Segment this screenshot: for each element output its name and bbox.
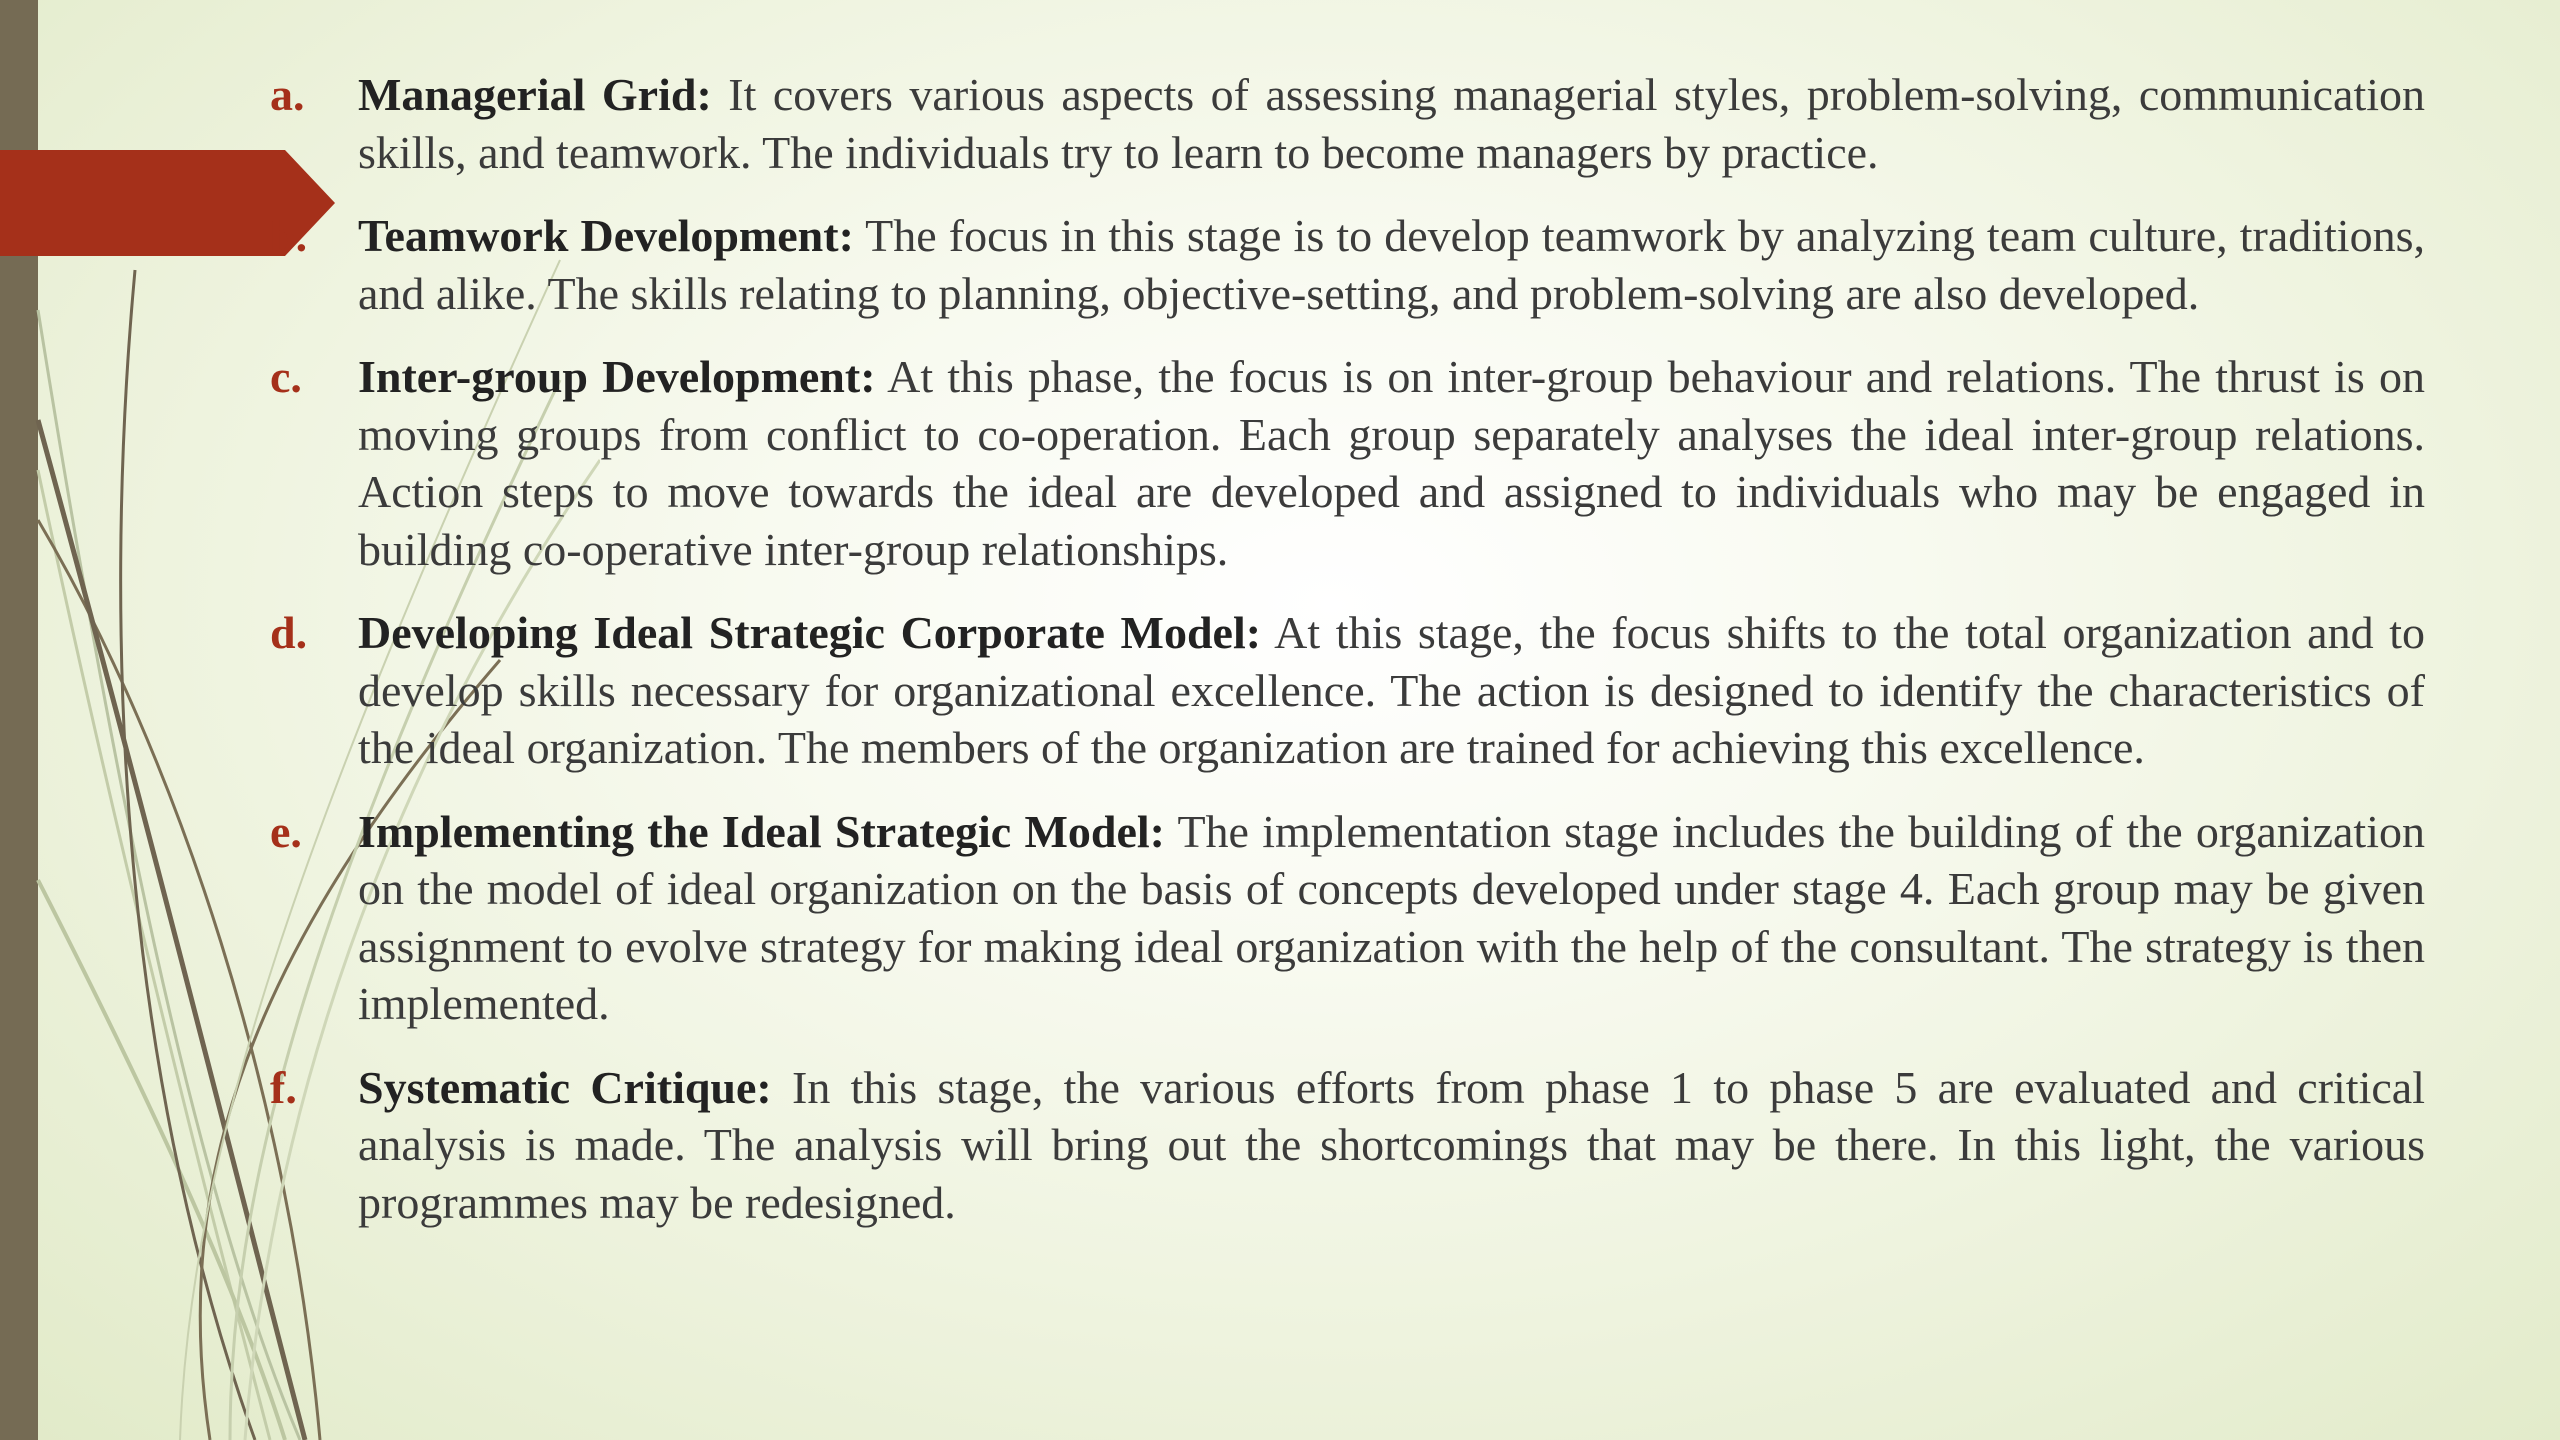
list-marker: a. bbox=[270, 69, 305, 120]
item-description: The focus in this stage is to develop teamwork by analyzing team culture, traditions, and alike. The skills relating to planning, objective-setting, and problem-solving are also developed. bbox=[358, 210, 2425, 319]
item-term: Managerial Grid: bbox=[358, 69, 712, 120]
list-item bbox=[270, 207, 2425, 322]
list-item bbox=[270, 604, 2425, 777]
list-item bbox=[270, 803, 2425, 1033]
item-term: Inter-group Development: bbox=[358, 351, 876, 402]
list-item-text bbox=[358, 207, 2425, 322]
list-item-text bbox=[358, 1059, 2425, 1232]
item-term: Teamwork Development: bbox=[358, 210, 854, 261]
list-item-text bbox=[358, 348, 2425, 578]
item-term: Implementing the Ideal Strategic Model: bbox=[358, 805, 1165, 857]
list-item-text bbox=[358, 66, 2425, 181]
item-description: At this stage, the focus shifts to the total organization and to develop skills necessary for organizational excellence. The action is designed to identify the characteristics of the ideal organization. The members of the organization are trained for achieving this excellence. bbox=[358, 607, 2425, 773]
list-item bbox=[270, 1059, 2425, 1232]
stage-list bbox=[270, 66, 2425, 1257]
list-item-text bbox=[358, 803, 2425, 1033]
item-description: In this stage, the various efforts from phase 1 to phase 5 are evaluated and critical analysis is made. The analysis will bring out the shortcomings that may be there. In this light, the various programmes may be redesigned. bbox=[358, 1061, 2425, 1228]
item-term: Developing Ideal Strategic Corporate Model: bbox=[358, 607, 1262, 658]
list-marker: e. bbox=[270, 805, 302, 857]
list-marker: c. bbox=[270, 351, 302, 402]
list-marker: f. bbox=[270, 1061, 297, 1113]
list-item bbox=[270, 66, 2425, 181]
list-marker: b. bbox=[270, 210, 308, 261]
list-item bbox=[270, 348, 2425, 578]
list-item-text bbox=[358, 604, 2425, 777]
item-description: At this phase, the focus is on inter-group behaviour and relations. The thrust is on moving groups from conflict to co-operation. Each group separately analyses the ideal inter-group relations. Action steps to move towards the ideal are developed and assigned to individuals who may be engaged in building co-operative inter-group relationships. bbox=[358, 351, 2425, 575]
item-term: Systematic Critique: bbox=[358, 1061, 772, 1113]
item-description: It covers various aspects of assessing managerial styles, problem-solving, communication skills, and teamwork. The individuals try to learn to become managers by practice. bbox=[358, 69, 2426, 178]
list-marker: d. bbox=[270, 607, 308, 658]
item-description: The implementation stage includes the building of the organization on the model of ideal organization on the basis of concepts developed under stage 4. Each group may be given assignment to evolve strategy for making ideal organization with the help of the consultant. The strategy is then implemented. bbox=[358, 805, 2425, 1029]
